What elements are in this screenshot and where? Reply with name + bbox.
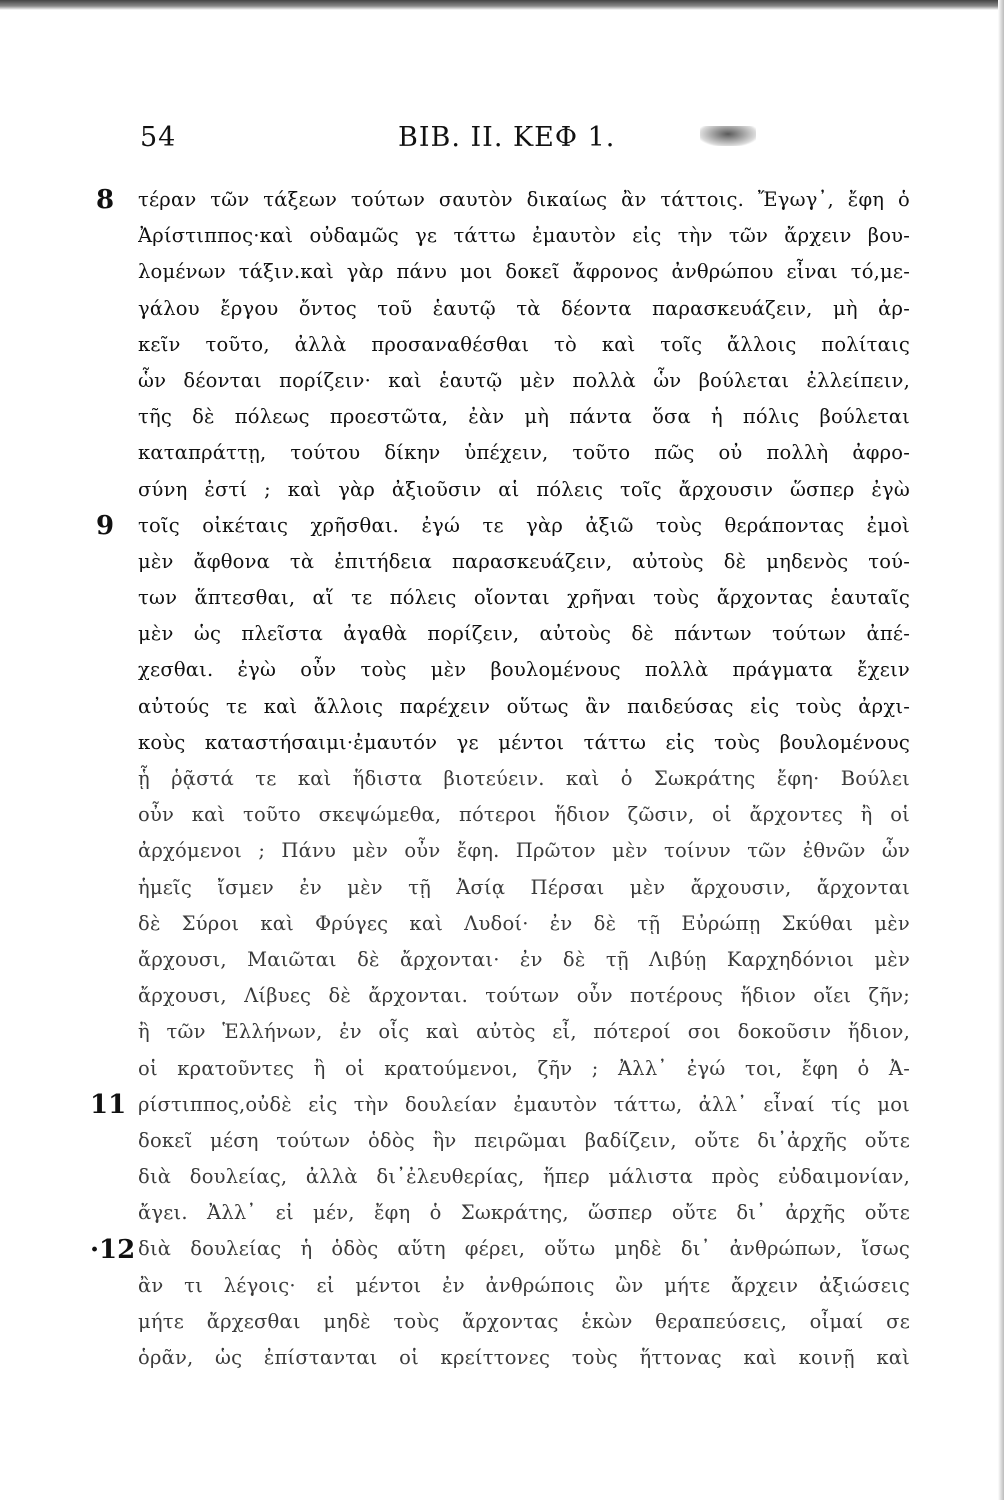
page-header [140,122,760,162]
text-line: ἂν τι λέγοις· εἰ μέντοι ἐν ἀνθρώποις ὢν μήτε ἄρχειν ἀξιώσεις [138,1273,910,1297]
text-line: κοὺς καταστήσαιμι·ἐμαυτόν γε μέντοι τάττω εἰς τοὺς βουλομένους [138,730,910,754]
section-number: 8 [96,185,115,215]
text-line: οὖν καὶ τοῦτο σκεψώμεθα, πότεροι ἥδιον ζῶσιν, οἱ ἄρχοντες ἢ οἱ [138,803,910,827]
section-number: ·12 [90,1234,136,1265]
text-line: μὲν ἄφθονα τὰ ἐπιτήδεια παρασκευάζειν, αὐτοὺς δὲ μηδενὸς τού- [138,549,910,573]
page-number: 54 [140,122,177,153]
text-line: τέραν τῶν τάξεων τούτων σαυτὸν δικαίως ἂν τάττοις. Ἔγωγ᾽, ἔφη ὁ [138,188,910,211]
text-line: ὧν δέονται πορίζειν· καὶ ἑαυτῷ μὲν πολλὰ ὧν βούλεται ἐλλείπειν, [138,368,910,392]
ink-smudge [700,126,756,146]
text-line: των ἅπτεσθαι, αἵ τε πόλεις οἴονται χρῆναι τοὺς ἄρχοντας ἑαυταῖς [138,586,910,610]
text-line: ἄρχουσι, Λίβυες δὲ ἄρχονται. τούτων οὖν ποτέρους ἥδιον οἴει ζῆν; [138,984,910,1008]
text-line: ᾗ ῥᾷστά τε καὶ ἥδιστα βιοτεύειν. καὶ ὁ Σωκράτης ἔφη· Βούλει [138,767,910,790]
text-line: ἄγει. Ἀλλ᾽ εἰ μέν, ἔφη ὁ Σωκράτης, ὥσπερ οὔτε δι᾽ ἀρχῆς οὔτε [138,1201,910,1225]
text-line: σύνη ἐστί ; καὶ γὰρ ἀξιοῦσιν αἱ πόλεις τοῖς ἄρχουσιν ὥσπερ ἐγὼ [138,477,910,501]
text-line: ἄρχουσι, Μαιῶται δὲ ἄρχονται· ἐν δὲ τῇ Λιβύῃ Καρχηδόνιοι μὲν [138,947,910,971]
section-number: 9 [96,510,115,541]
text-line: Ἀρίστιππος·καὶ οὐδαμῶς γε τάττω ἐμαυτὸν εἰς τὴν τῶν ἄρχειν βου- [138,224,910,248]
text-line: ρίστιππος,οὐδὲ εἰς τὴν δουλείαν ἐμαυτὸν τάττω, ἀλλ᾽ εἶναί τίς μοι [138,1092,910,1116]
text-line: γάλου ἔργου ὄντος τοῦ ἑαυτῷ τὰ δέοντα παρασκευάζειν, μὴ ἀρ- [138,296,910,320]
text-line: τοῖς οἰκέταις χρῆσθαι. ἐγώ τε γὰρ ἀξιῶ τοὺς θεράποντας ἐμοὶ [138,513,910,537]
text-line: ἀρχόμενοι ; Πάνυ μὲν οὖν ἔφη. Πρῶτον μὲν τοίνυν τῶν ἐθνῶν ὧν [138,839,910,863]
body-text [138,182,910,1376]
text-line: καταπράττῃ, τούτου δίκην ὑπέχειν, τοῦτο πῶς οὐ πολλὴ ἀφρο- [138,441,910,465]
text-line: ἢ τῶν Ἑλλήνων, ἐν οἷς καὶ αὐτὸς εἶ, πότεροί σοι δοκοῦσιν ἥδιον, [138,1020,910,1044]
text-line: οἱ κρατοῦντες ἢ οἱ κρατούμενοι, ζῆν ; Ἀλλ᾽ ἐγώ τοι, ἔφη ὁ Ἀ- [138,1056,910,1080]
text-line: δὲ Σύροι καὶ Φρύγες καὶ Λυδοί· ἐν δὲ τῇ Εὐρώπῃ Σκύθαι μὲν [138,911,910,935]
text-line: τῆς δὲ πόλεως προεστῶτα, ἐὰν μὴ πάντα ὅσα ἡ πόλις βούλεται [138,405,910,429]
scan-right-edge [998,0,1004,1500]
text-line: κεῖν τοῦτο, ἀλλὰ προσαναθέσθαι τὸ καὶ τοῖς ἄλλοις πολίταις [138,332,910,356]
text-line: ὁρᾶν, ὡς ἐπίστανται οἱ κρείττονες τοὺς ἥττονας καὶ κοινῇ καὶ [138,1346,910,1369]
text-line: μήτε ἄρχεσθαι μηδὲ τοὺς ἄρχοντας ἑκὼν θεραπεύσεις, οἶμαί σε [138,1309,910,1333]
text-line: λομένων τάξιν.καὶ γὰρ πάνυ μοι δοκεῖ ἄφρονος ἀνθρώπου εἶναι τό,με- [138,260,910,284]
text-line: διὰ δουλείας, ἀλλὰ δι᾽ἐλευθερίας, ἥπερ μάλιστα πρὸς εὐδαιμονίαν, [138,1165,910,1189]
text-line: διὰ δουλείας ἡ ὁδὸς αὕτη φέρει, οὕτω μηδὲ δι᾽ ἀνθρώπων, ἴσως [138,1237,910,1261]
text-line: ἡμεῖς ἴσμεν ἐν μὲν τῇ Ἀσίᾳ Πέρσαι μὲν ἄρχουσιν, ἄρχονται [138,875,910,899]
text-line: δοκεῖ μέση τούτων ὁδὸς ἣν πειρῶμαι βαδίζειν, οὔτε δι᾽ἀρχῆς οὔτε [138,1128,910,1152]
text-line: αὐτούς τε καὶ ἄλλοις παρέχειν οὕτως ἂν παιδεύσας εἰς τοὺς ἀρχι- [138,694,910,718]
text-line: χεσθαι. ἐγὼ οὖν τοὺς μὲν βουλομένους πολλὰ πράγματα ἔχειν [138,658,910,682]
text-line: μὲν ὡς πλεῖστα ἀγαθὰ πορίζειν, αὐτοὺς δὲ πάντων τούτων ἀπέ- [138,622,910,646]
running-head: ΒΙΒ. II. ΚΕΦ 1. [398,122,616,153]
scan-top-edge [0,0,1004,10]
section-number: 11 [90,1090,127,1120]
